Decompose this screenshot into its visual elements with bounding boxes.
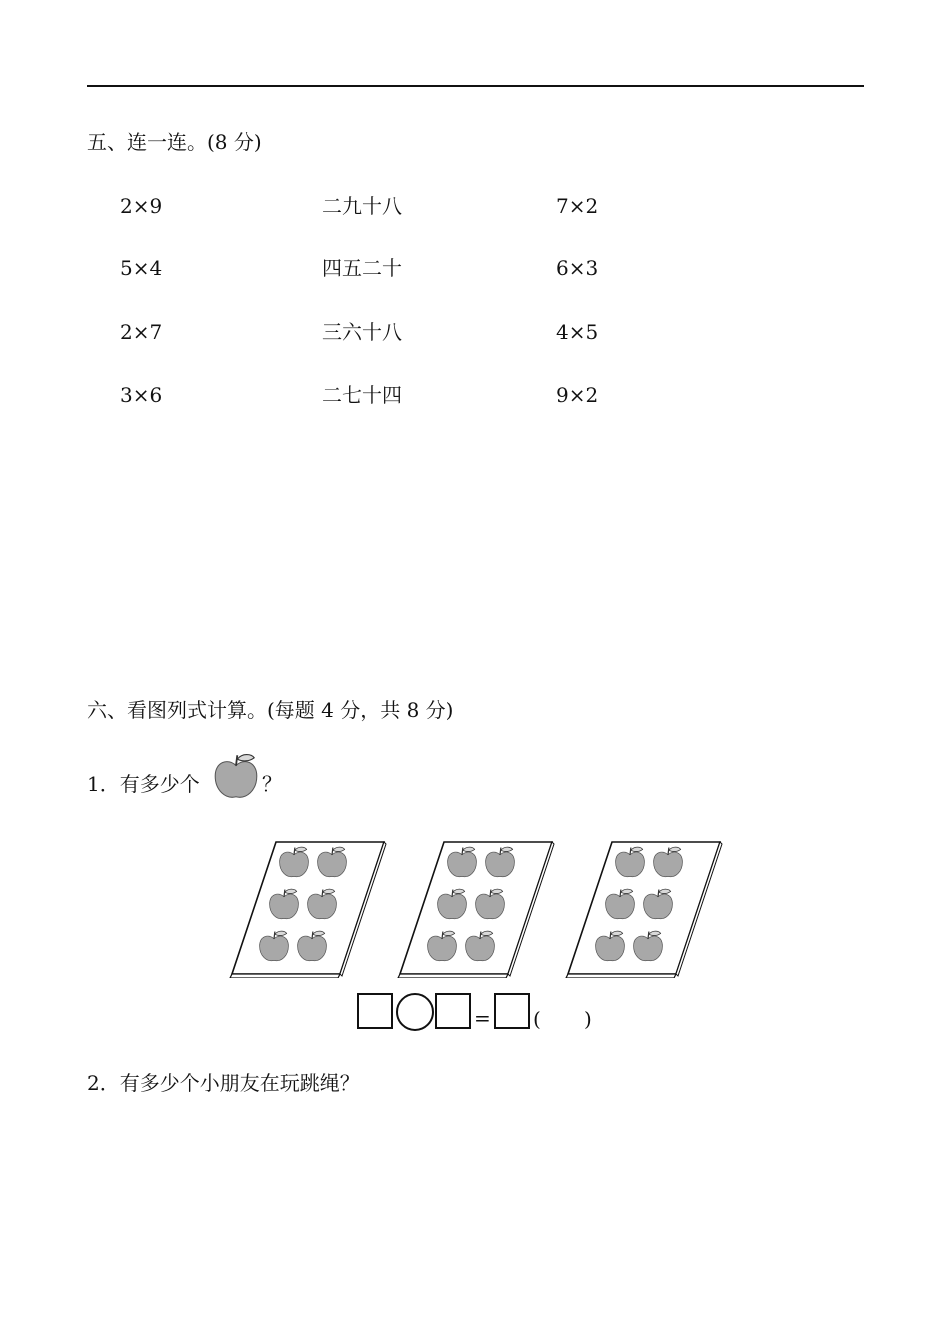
apple-tray-2 bbox=[396, 838, 556, 978]
match-item[interactable]: 3×6 bbox=[120, 383, 163, 407]
question-1-suffix: ？ bbox=[262, 772, 282, 796]
match-item[interactable]: 7×2 bbox=[556, 194, 599, 218]
section6-heading: 六、看图列式计算。(每题 4 分，共 8 分) bbox=[87, 698, 454, 722]
match-item[interactable]: 二九十八 bbox=[322, 194, 402, 218]
apple-tray-1 bbox=[228, 838, 388, 978]
answer-box-2[interactable] bbox=[435, 993, 471, 1029]
match-item[interactable]: 5×4 bbox=[120, 256, 163, 280]
match-item[interactable]: 4×5 bbox=[556, 320, 599, 344]
equals-sign: = bbox=[474, 1006, 491, 1030]
apple-icon bbox=[210, 748, 262, 804]
top-rule bbox=[87, 85, 864, 87]
match-item[interactable]: 二七十四 bbox=[322, 383, 402, 407]
match-item[interactable]: 三六十八 bbox=[322, 320, 402, 344]
question-2: 2．有多少个小朋友在玩跳绳？ bbox=[87, 1071, 360, 1095]
unit-paren-close: ) bbox=[584, 1007, 592, 1031]
question-1-prefix: 1．有多少个 bbox=[87, 772, 200, 796]
match-item[interactable]: 2×9 bbox=[120, 194, 163, 218]
answer-box-3[interactable] bbox=[494, 993, 530, 1029]
answer-box-1[interactable] bbox=[357, 993, 393, 1029]
match-item[interactable]: 2×7 bbox=[120, 320, 163, 344]
match-item[interactable]: 四五二十 bbox=[322, 256, 402, 280]
match-item[interactable]: 6×3 bbox=[556, 256, 599, 280]
apple-tray-3 bbox=[564, 838, 724, 978]
match-item[interactable]: 9×2 bbox=[556, 383, 599, 407]
operator-circle[interactable] bbox=[396, 993, 434, 1031]
unit-paren-open: ( bbox=[533, 1007, 541, 1031]
section5-heading: 五、连一连。(8 分) bbox=[87, 130, 262, 154]
